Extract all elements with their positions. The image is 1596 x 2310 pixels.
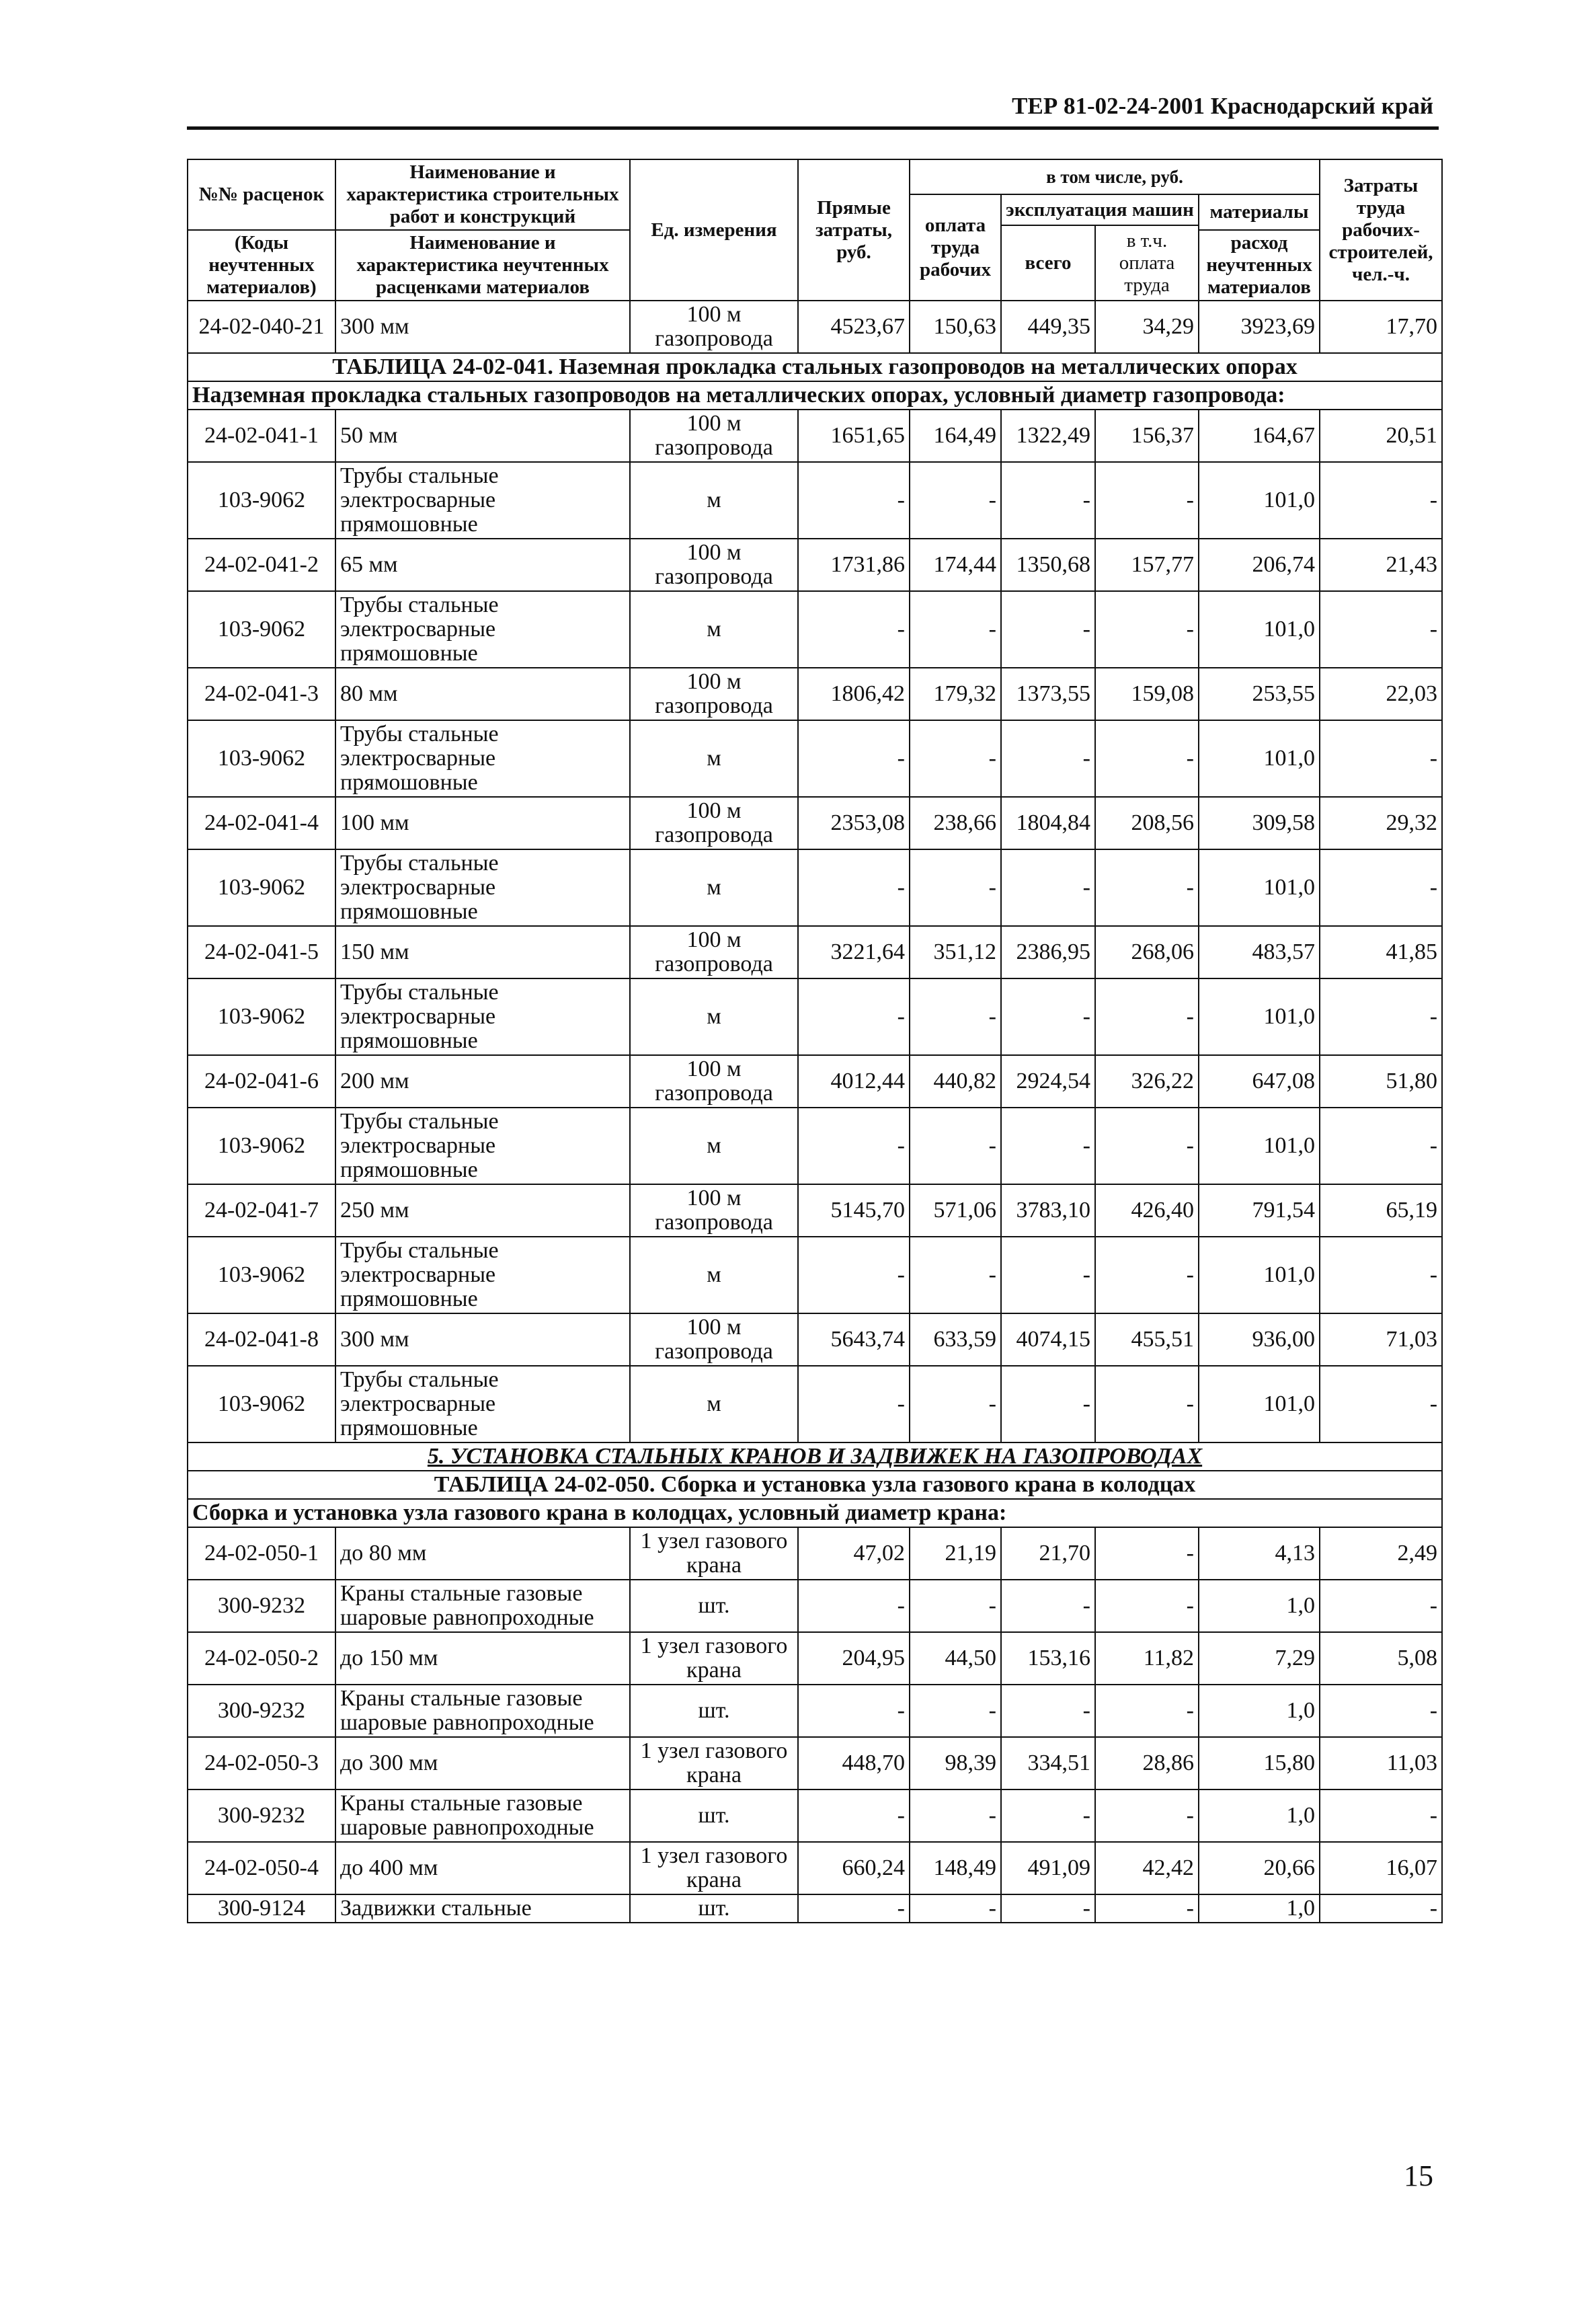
page-header bbox=[187, 93, 1439, 130]
materials-cell: 164,67 bbox=[1199, 410, 1320, 462]
group-heading: Надземная прокладка стальных газопроводов на металлических опорах, условный диаметр газопровода: bbox=[188, 381, 1442, 410]
labor-pay-cell: - bbox=[910, 1580, 1001, 1632]
direct-costs-cell: - bbox=[798, 1237, 910, 1313]
machines-pay-cell: 157,77 bbox=[1095, 539, 1199, 591]
table-row bbox=[188, 1108, 1442, 1184]
rate-code: 24-02-050-1 bbox=[188, 1527, 335, 1580]
work-name: 200 мм bbox=[335, 1055, 630, 1108]
labor-pay-cell: - bbox=[910, 462, 1001, 539]
direct-costs-cell: - bbox=[798, 1580, 910, 1632]
work-name: Задвижки стальные bbox=[335, 1894, 630, 1923]
materials-cell: 791,54 bbox=[1199, 1184, 1320, 1237]
rate-code: 24-02-050-3 bbox=[188, 1737, 335, 1789]
labor-pay-cell: 150,63 bbox=[910, 301, 1001, 353]
work-name: Трубы стальные электросварные прямошовные bbox=[335, 978, 630, 1055]
direct-costs-cell: 1806,42 bbox=[798, 668, 910, 720]
labor-pay-cell: - bbox=[910, 849, 1001, 926]
unit-cell: 100 м газопровода bbox=[630, 797, 798, 849]
labor-cost-cell: - bbox=[1320, 591, 1442, 668]
table-row bbox=[188, 1894, 1442, 1923]
table-row bbox=[188, 462, 1442, 539]
machines-total-cell: 153,16 bbox=[1001, 1632, 1095, 1685]
work-name: 300 мм bbox=[335, 301, 630, 353]
table-row bbox=[188, 1737, 1442, 1789]
materials-cell: 101,0 bbox=[1199, 1366, 1320, 1442]
machines-pay-cell: - bbox=[1095, 978, 1199, 1055]
work-name: Краны стальные газовые шаровые равнопроходные bbox=[335, 1685, 630, 1737]
labor-cost-cell: 22,03 bbox=[1320, 668, 1442, 720]
table-body bbox=[188, 301, 1442, 1923]
labor-pay-cell: 440,82 bbox=[910, 1055, 1001, 1108]
machines-pay-cell: 42,42 bbox=[1095, 1842, 1199, 1894]
unit-cell: 100 м газопровода bbox=[630, 926, 798, 978]
unit-cell: м bbox=[630, 978, 798, 1055]
unit-cell: 100 м газопровода bbox=[630, 1184, 798, 1237]
table-row bbox=[188, 978, 1442, 1055]
rate-code: 103-9062 bbox=[188, 1108, 335, 1184]
document-title: ТЕР 81-02-24-2001 Краснодарский край bbox=[1012, 93, 1433, 119]
work-name: 65 мм bbox=[335, 539, 630, 591]
machines-total-cell: - bbox=[1001, 1894, 1095, 1923]
labor-cost-cell: 11,03 bbox=[1320, 1737, 1442, 1789]
labor-cost-cell: - bbox=[1320, 720, 1442, 797]
machines-pay-cell: - bbox=[1095, 1685, 1199, 1737]
table-row bbox=[188, 1527, 1442, 1580]
machines-pay-cell: 28,86 bbox=[1095, 1737, 1199, 1789]
machines-total-cell: - bbox=[1001, 1789, 1095, 1842]
table-row bbox=[188, 1632, 1442, 1685]
header-name-top: Наименование и характеристика строительных работ и конструкций bbox=[335, 159, 630, 230]
work-name: Трубы стальные электросварные прямошовные bbox=[335, 462, 630, 539]
labor-pay-cell: - bbox=[910, 720, 1001, 797]
rate-code: 24-02-050-2 bbox=[188, 1632, 335, 1685]
machines-pay-cell: 34,29 bbox=[1095, 301, 1199, 353]
labor-pay-cell: - bbox=[910, 1237, 1001, 1313]
unit-cell: шт. bbox=[630, 1894, 798, 1923]
machines-pay-cell: - bbox=[1095, 1580, 1199, 1632]
unit-cell: 1 узел газового крана bbox=[630, 1527, 798, 1580]
group-row bbox=[188, 381, 1442, 410]
table-row bbox=[188, 301, 1442, 353]
machines-total-cell: - bbox=[1001, 462, 1095, 539]
rate-code: 24-02-041-5 bbox=[188, 926, 335, 978]
labor-cost-cell: 17,70 bbox=[1320, 301, 1442, 353]
labor-cost-cell: 5,08 bbox=[1320, 1632, 1442, 1685]
machines-pay-cell: 156,37 bbox=[1095, 410, 1199, 462]
work-name: 150 мм bbox=[335, 926, 630, 978]
labor-cost-cell: 29,32 bbox=[1320, 797, 1442, 849]
table-caption: ТАБЛИЦА 24-02-041. Наземная прокладка стальных газопроводов на металлических опорах bbox=[188, 353, 1442, 381]
machines-total-cell: 2386,95 bbox=[1001, 926, 1095, 978]
work-name: Трубы стальные электросварные прямошовные bbox=[335, 720, 630, 797]
header-including: в том числе, руб. bbox=[910, 159, 1320, 194]
labor-cost-cell: 20,51 bbox=[1320, 410, 1442, 462]
table-row bbox=[188, 797, 1442, 849]
machines-pay-cell: - bbox=[1095, 462, 1199, 539]
machines-pay-cell: - bbox=[1095, 1366, 1199, 1442]
unit-cell: шт. bbox=[630, 1685, 798, 1737]
materials-cell: 647,08 bbox=[1199, 1055, 1320, 1108]
machines-total-cell: 449,35 bbox=[1001, 301, 1095, 353]
table-row bbox=[188, 1580, 1442, 1632]
work-name: до 80 мм bbox=[335, 1527, 630, 1580]
labor-cost-cell: 65,19 bbox=[1320, 1184, 1442, 1237]
unit-cell: 100 м газопровода bbox=[630, 1055, 798, 1108]
machines-total-cell: 491,09 bbox=[1001, 1842, 1095, 1894]
labor-pay-cell: 179,32 bbox=[910, 668, 1001, 720]
direct-costs-cell: 5145,70 bbox=[798, 1184, 910, 1237]
labor-pay-cell: 164,49 bbox=[910, 410, 1001, 462]
unit-cell: 100 м газопровода bbox=[630, 301, 798, 353]
table-row bbox=[188, 539, 1442, 591]
unit-cell: шт. bbox=[630, 1580, 798, 1632]
machines-pay-cell: - bbox=[1095, 1237, 1199, 1313]
machines-pay-cell: - bbox=[1095, 849, 1199, 926]
unit-cell: 100 м газопровода bbox=[630, 1313, 798, 1366]
header-material-use: расход неучтенных материалов bbox=[1199, 230, 1320, 301]
machines-total-cell: - bbox=[1001, 1237, 1095, 1313]
header-labor-pay: оплата труда рабочих bbox=[910, 194, 1001, 301]
header-materials: материалы bbox=[1199, 194, 1320, 230]
table-row bbox=[188, 1313, 1442, 1366]
work-name: Трубы стальные электросварные прямошовные bbox=[335, 1108, 630, 1184]
labor-cost-cell: 41,85 bbox=[1320, 926, 1442, 978]
labor-pay-cell: - bbox=[910, 1108, 1001, 1184]
labor-pay-cell: - bbox=[910, 1366, 1001, 1442]
materials-cell: 1,0 bbox=[1199, 1580, 1320, 1632]
labor-cost-cell: - bbox=[1320, 1685, 1442, 1737]
labor-pay-cell: 98,39 bbox=[910, 1737, 1001, 1789]
rate-code: 24-02-041-1 bbox=[188, 410, 335, 462]
machines-total-cell: - bbox=[1001, 1366, 1095, 1442]
unit-cell: м bbox=[630, 591, 798, 668]
machines-pay-cell: 208,56 bbox=[1095, 797, 1199, 849]
header-code-bottom: (Коды неучтенных материалов) bbox=[188, 230, 335, 301]
table-row bbox=[188, 1184, 1442, 1237]
machines-total-cell: 1373,55 bbox=[1001, 668, 1095, 720]
unit-cell: м bbox=[630, 1366, 798, 1442]
machines-total-cell: - bbox=[1001, 1108, 1095, 1184]
materials-cell: 253,55 bbox=[1199, 668, 1320, 720]
materials-cell: 7,29 bbox=[1199, 1632, 1320, 1685]
materials-cell: 1,0 bbox=[1199, 1685, 1320, 1737]
table-row bbox=[188, 410, 1442, 462]
labor-pay-cell: - bbox=[910, 1894, 1001, 1923]
machines-pay-cell: 326,22 bbox=[1095, 1055, 1199, 1108]
machines-total-cell: - bbox=[1001, 591, 1095, 668]
work-name: Трубы стальные электросварные прямошовные bbox=[335, 1366, 630, 1442]
machines-total-cell: - bbox=[1001, 978, 1095, 1055]
direct-costs-cell: 660,24 bbox=[798, 1842, 910, 1894]
machines-total-cell: 4074,15 bbox=[1001, 1313, 1095, 1366]
rate-code: 24-02-041-4 bbox=[188, 797, 335, 849]
rate-code: 103-9062 bbox=[188, 1237, 335, 1313]
labor-pay-cell: 148,49 bbox=[910, 1842, 1001, 1894]
machines-pay-cell: 159,08 bbox=[1095, 668, 1199, 720]
rate-code: 103-9062 bbox=[188, 462, 335, 539]
machines-total-cell: 2924,54 bbox=[1001, 1055, 1095, 1108]
table-row bbox=[188, 849, 1442, 926]
machines-total-cell: - bbox=[1001, 1685, 1095, 1737]
machines-total-cell: - bbox=[1001, 1580, 1095, 1632]
unit-cell: 1 узел газового крана bbox=[630, 1632, 798, 1685]
labor-cost-cell: 21,43 bbox=[1320, 539, 1442, 591]
table-row bbox=[188, 1237, 1442, 1313]
machines-total-cell: 1322,49 bbox=[1001, 410, 1095, 462]
labor-cost-cell: 51,80 bbox=[1320, 1055, 1442, 1108]
work-name: 80 мм bbox=[335, 668, 630, 720]
machines-pay-cell: 268,06 bbox=[1095, 926, 1199, 978]
direct-costs-cell: 4012,44 bbox=[798, 1055, 910, 1108]
unit-cell: м bbox=[630, 720, 798, 797]
labor-cost-cell: - bbox=[1320, 462, 1442, 539]
rate-code: 300-9232 bbox=[188, 1789, 335, 1842]
rate-code: 103-9062 bbox=[188, 978, 335, 1055]
unit-cell: 100 м газопровода bbox=[630, 668, 798, 720]
materials-cell: 1,0 bbox=[1199, 1789, 1320, 1842]
labor-cost-cell: - bbox=[1320, 849, 1442, 926]
group-row bbox=[188, 1499, 1442, 1527]
direct-costs-cell: - bbox=[798, 720, 910, 797]
direct-costs-cell: 5643,74 bbox=[798, 1313, 910, 1366]
rate-code: 103-9062 bbox=[188, 591, 335, 668]
labor-cost-cell: - bbox=[1320, 1580, 1442, 1632]
labor-cost-cell: 16,07 bbox=[1320, 1842, 1442, 1894]
machines-total-cell: 3783,10 bbox=[1001, 1184, 1095, 1237]
table-row bbox=[188, 926, 1442, 978]
direct-costs-cell: 47,02 bbox=[798, 1527, 910, 1580]
section-title: 5. УСТАНОВКА СТАЛЬНЫХ КРАНОВ И ЗАДВИЖЕК НА ГАЗОПРОВОДАХ bbox=[188, 1442, 1442, 1471]
labor-pay-cell: - bbox=[910, 978, 1001, 1055]
direct-costs-cell: - bbox=[798, 591, 910, 668]
rate-code: 24-02-041-2 bbox=[188, 539, 335, 591]
header-labor-cost: Затраты труда рабочих-строителей, чел.-ч. bbox=[1320, 159, 1442, 301]
work-name: 100 мм bbox=[335, 797, 630, 849]
table-row bbox=[188, 668, 1442, 720]
labor-cost-cell: 2,49 bbox=[1320, 1527, 1442, 1580]
labor-pay-cell: 21,19 bbox=[910, 1527, 1001, 1580]
machines-pay-cell: - bbox=[1095, 1108, 1199, 1184]
direct-costs-cell: - bbox=[798, 1366, 910, 1442]
rate-code: 300-9232 bbox=[188, 1685, 335, 1737]
machines-total-cell: 334,51 bbox=[1001, 1737, 1095, 1789]
labor-pay-cell: - bbox=[910, 1685, 1001, 1737]
direct-costs-cell: - bbox=[798, 1108, 910, 1184]
work-name: Трубы стальные электросварные прямошовные bbox=[335, 849, 630, 926]
materials-cell: 483,57 bbox=[1199, 926, 1320, 978]
rate-code: 300-9232 bbox=[188, 1580, 335, 1632]
table-header bbox=[188, 159, 1442, 301]
labor-cost-cell: 71,03 bbox=[1320, 1313, 1442, 1366]
materials-cell: 101,0 bbox=[1199, 1237, 1320, 1313]
materials-cell: 309,58 bbox=[1199, 797, 1320, 849]
rate-code: 24-02-040-21 bbox=[188, 301, 335, 353]
direct-costs-cell: 448,70 bbox=[798, 1737, 910, 1789]
header-machines: эксплуатация машин bbox=[1001, 194, 1199, 225]
work-name: 50 мм bbox=[335, 410, 630, 462]
labor-cost-cell: - bbox=[1320, 1894, 1442, 1923]
direct-costs-cell: 204,95 bbox=[798, 1632, 910, 1685]
table-row bbox=[188, 1055, 1442, 1108]
labor-pay-cell: - bbox=[910, 591, 1001, 668]
unit-cell: 1 узел газового крана bbox=[630, 1842, 798, 1894]
materials-cell: 15,80 bbox=[1199, 1737, 1320, 1789]
unit-cell: 100 м газопровода bbox=[630, 410, 798, 462]
materials-cell: 101,0 bbox=[1199, 591, 1320, 668]
labor-pay-cell: 44,50 bbox=[910, 1632, 1001, 1685]
materials-cell: 3923,69 bbox=[1199, 301, 1320, 353]
rate-code: 103-9062 bbox=[188, 849, 335, 926]
table-row bbox=[188, 1685, 1442, 1737]
rate-code: 24-02-041-3 bbox=[188, 668, 335, 720]
materials-cell: 936,00 bbox=[1199, 1313, 1320, 1366]
rate-code: 300-9124 bbox=[188, 1894, 335, 1923]
unit-cell: м bbox=[630, 849, 798, 926]
direct-costs-cell: - bbox=[798, 1894, 910, 1923]
work-name: до 400 мм bbox=[335, 1842, 630, 1894]
direct-costs-cell: 1731,86 bbox=[798, 539, 910, 591]
table-row bbox=[188, 1366, 1442, 1442]
rate-code: 103-9062 bbox=[188, 1366, 335, 1442]
rate-code: 24-02-041-7 bbox=[188, 1184, 335, 1237]
direct-costs-cell: 1651,65 bbox=[798, 410, 910, 462]
header-machines-pay: в т.ч. оплата труда bbox=[1095, 225, 1199, 301]
labor-pay-cell: 174,44 bbox=[910, 539, 1001, 591]
rate-code: 103-9062 bbox=[188, 720, 335, 797]
unit-cell: шт. bbox=[630, 1789, 798, 1842]
header-name-bottom: Наименование и характеристика неучтенных расценками материалов bbox=[335, 230, 630, 301]
labor-cost-cell: - bbox=[1320, 1366, 1442, 1442]
work-name: до 300 мм bbox=[335, 1737, 630, 1789]
machines-pay-cell: - bbox=[1095, 1527, 1199, 1580]
machines-total-cell: 1350,68 bbox=[1001, 539, 1095, 591]
work-name: 300 мм bbox=[335, 1313, 630, 1366]
header-unit: Ед. измерения bbox=[630, 159, 798, 301]
labor-cost-cell: - bbox=[1320, 1789, 1442, 1842]
rates-table bbox=[187, 159, 1443, 1923]
header-direct-costs: Прямые затраты, руб. bbox=[798, 159, 910, 301]
work-name: Краны стальные газовые шаровые равнопроходные bbox=[335, 1789, 630, 1842]
labor-pay-cell: - bbox=[910, 1789, 1001, 1842]
table-caption-row bbox=[188, 1471, 1442, 1499]
labor-pay-cell: 351,12 bbox=[910, 926, 1001, 978]
direct-costs-cell: - bbox=[798, 1789, 910, 1842]
work-name: Трубы стальные электросварные прямошовные bbox=[335, 1237, 630, 1313]
materials-cell: 4,13 bbox=[1199, 1527, 1320, 1580]
machines-pay-cell: 455,51 bbox=[1095, 1313, 1199, 1366]
labor-cost-cell: - bbox=[1320, 1108, 1442, 1184]
table-row bbox=[188, 1842, 1442, 1894]
header-machines-total: всего bbox=[1001, 225, 1095, 301]
materials-cell: 1,0 bbox=[1199, 1894, 1320, 1923]
machines-pay-cell: 426,40 bbox=[1095, 1184, 1199, 1237]
table-row bbox=[188, 1789, 1442, 1842]
direct-costs-cell: 4523,67 bbox=[798, 301, 910, 353]
machines-total-cell: 21,70 bbox=[1001, 1527, 1095, 1580]
materials-cell: 101,0 bbox=[1199, 978, 1320, 1055]
direct-costs-cell: 2353,08 bbox=[798, 797, 910, 849]
labor-cost-cell: - bbox=[1320, 978, 1442, 1055]
direct-costs-cell: - bbox=[798, 849, 910, 926]
unit-cell: м bbox=[630, 1108, 798, 1184]
table-caption-row bbox=[188, 353, 1442, 381]
materials-cell: 101,0 bbox=[1199, 720, 1320, 797]
work-name: до 150 мм bbox=[335, 1632, 630, 1685]
labor-cost-cell: - bbox=[1320, 1237, 1442, 1313]
materials-cell: 20,66 bbox=[1199, 1842, 1320, 1894]
machines-pay-cell: - bbox=[1095, 1789, 1199, 1842]
direct-costs-cell: - bbox=[798, 1685, 910, 1737]
direct-costs-cell: - bbox=[798, 978, 910, 1055]
group-heading: Сборка и установка узла газового крана в колодцах, условный диаметр крана: bbox=[188, 1499, 1442, 1527]
materials-cell: 206,74 bbox=[1199, 539, 1320, 591]
unit-cell: м bbox=[630, 462, 798, 539]
machines-pay-cell: - bbox=[1095, 1894, 1199, 1923]
machines-pay-cell: - bbox=[1095, 720, 1199, 797]
work-name: Краны стальные газовые шаровые равнопроходные bbox=[335, 1580, 630, 1632]
work-name: Трубы стальные электросварные прямошовные bbox=[335, 591, 630, 668]
unit-cell: 1 узел газового крана bbox=[630, 1737, 798, 1789]
labor-pay-cell: 238,66 bbox=[910, 797, 1001, 849]
work-name: 250 мм bbox=[335, 1184, 630, 1237]
materials-cell: 101,0 bbox=[1199, 462, 1320, 539]
machines-total-cell: - bbox=[1001, 720, 1095, 797]
labor-pay-cell: 633,59 bbox=[910, 1313, 1001, 1366]
table-caption: ТАБЛИЦА 24-02-050. Сборка и установка узла газового крана в колодцах bbox=[188, 1471, 1442, 1499]
table-row bbox=[188, 720, 1442, 797]
machines-pay-cell: - bbox=[1095, 591, 1199, 668]
rate-code: 24-02-041-6 bbox=[188, 1055, 335, 1108]
materials-cell: 101,0 bbox=[1199, 849, 1320, 926]
rate-code: 24-02-050-4 bbox=[188, 1842, 335, 1894]
table-row bbox=[188, 591, 1442, 668]
machines-total-cell: - bbox=[1001, 849, 1095, 926]
unit-cell: 100 м газопровода bbox=[630, 539, 798, 591]
section-row bbox=[188, 1442, 1442, 1471]
materials-cell: 101,0 bbox=[1199, 1108, 1320, 1184]
header-code-top: №№ расценок bbox=[188, 159, 335, 230]
rate-code: 24-02-041-8 bbox=[188, 1313, 335, 1366]
machines-total-cell: 1804,84 bbox=[1001, 797, 1095, 849]
labor-pay-cell: 571,06 bbox=[910, 1184, 1001, 1237]
page-number: 15 bbox=[1404, 2159, 1433, 2192]
direct-costs-cell: 3221,64 bbox=[798, 926, 910, 978]
direct-costs-cell: - bbox=[798, 462, 910, 539]
unit-cell: м bbox=[630, 1237, 798, 1313]
machines-pay-cell: 11,82 bbox=[1095, 1632, 1199, 1685]
